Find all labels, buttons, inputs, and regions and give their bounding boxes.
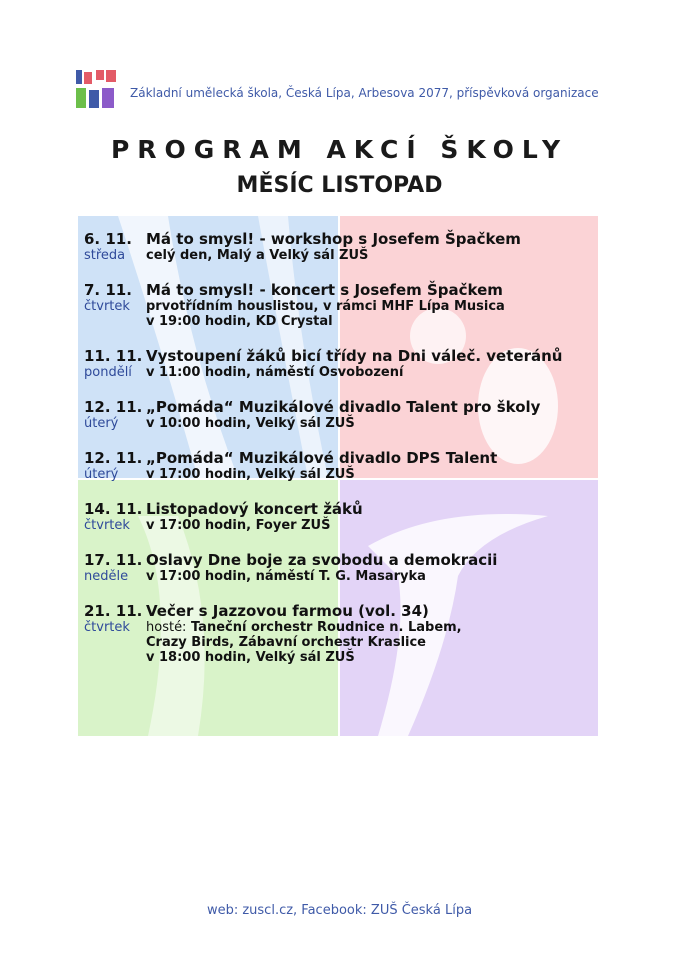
event-detail: v 18:00 hodin, Velký sál ZUŠ (146, 650, 355, 665)
event-day: neděle (84, 569, 129, 584)
event-detail: v 17:00 hodin, náměstí T. G. Masaryka (146, 569, 426, 584)
event-item (84, 230, 604, 263)
event-title: „Pomáda“ Muzikálové divadlo DPS Talent (146, 449, 498, 467)
event-day: čtvrtek (84, 299, 130, 314)
event-detail: celý den, Malý a Velký sál ZUŠ (146, 248, 369, 263)
event-day: pondělí (84, 365, 132, 380)
event-day: úterý (84, 467, 119, 482)
event-day: středa (84, 248, 126, 263)
event-date: 12. 11. (84, 449, 143, 467)
event-item (84, 602, 604, 665)
event-detail: v 11:00 hodin, náměstí Osvobození (146, 365, 404, 380)
event-date: 6. 11. (84, 230, 132, 248)
event-list (84, 230, 604, 683)
school-name: Základní umělecká škola, Česká Lípa, Arbesova 2077, příspěvková organizace (130, 86, 599, 100)
event-detail: prvotřídním houslistou, v rámci MHF Lípa Musica (146, 299, 505, 314)
event-item (84, 347, 604, 380)
event-date: 7. 11. (84, 281, 132, 299)
event-detail: v 19:00 hodin, KD Crystal (146, 314, 333, 329)
event-detail: Taneční orchestr Roudnice n. Labem, (190, 620, 462, 635)
guests-label: hosté: (146, 620, 187, 635)
event-title: Večer s Jazzovou farmou (vol. 34) (146, 602, 429, 620)
event-date: 12. 11. (84, 398, 143, 416)
school-logo-icon (76, 70, 116, 110)
footer-contact: web: zuscl.cz, Facebook: ZUŠ Česká Lípa (206, 903, 473, 918)
event-item (84, 398, 604, 431)
event-title: Vystoupení žáků bicí třídy na Dni váleč. veteránů (146, 347, 563, 365)
page-title: PROGRAM AKCÍ ŠKOLY (110, 135, 569, 164)
event-detail: Crazy Birds, Zábavní orchestr Kraslice (146, 635, 427, 650)
event-title: Oslavy Dne boje za svobodu a demokracii (146, 551, 498, 569)
event-day: čtvrtek (84, 620, 130, 635)
event-date: 14. 11. (84, 500, 143, 518)
header (76, 70, 636, 114)
event-detail: v 17:00 hodin, Foyer ZUŠ (146, 518, 331, 533)
event-day: úterý (84, 416, 119, 431)
event-day: čtvrtek (84, 518, 130, 533)
event-date: 11. 11. (84, 347, 143, 365)
page-subtitle: MĚSÍC LISTOPAD (236, 173, 443, 198)
event-date: 21. 11. (84, 602, 143, 620)
event-detail: v 17:00 hodin, Velký sál ZUŠ (146, 467, 355, 482)
event-detail: v 10:00 hodin, Velký sál ZUŠ (146, 416, 355, 431)
event-item (84, 281, 604, 329)
event-title: Má to smysl! - workshop s Josefem Špačkem (146, 230, 521, 248)
event-title: „Pomáda“ Muzikálové divadlo Talent pro školy (146, 398, 541, 416)
event-item (84, 551, 604, 584)
event-date: 17. 11. (84, 551, 143, 569)
event-item (84, 500, 604, 533)
event-item (84, 449, 604, 482)
event-title: Má to smysl! - koncert s Josefem Špačkem (146, 281, 503, 299)
event-title: Listopadový koncert žáků (146, 500, 363, 518)
